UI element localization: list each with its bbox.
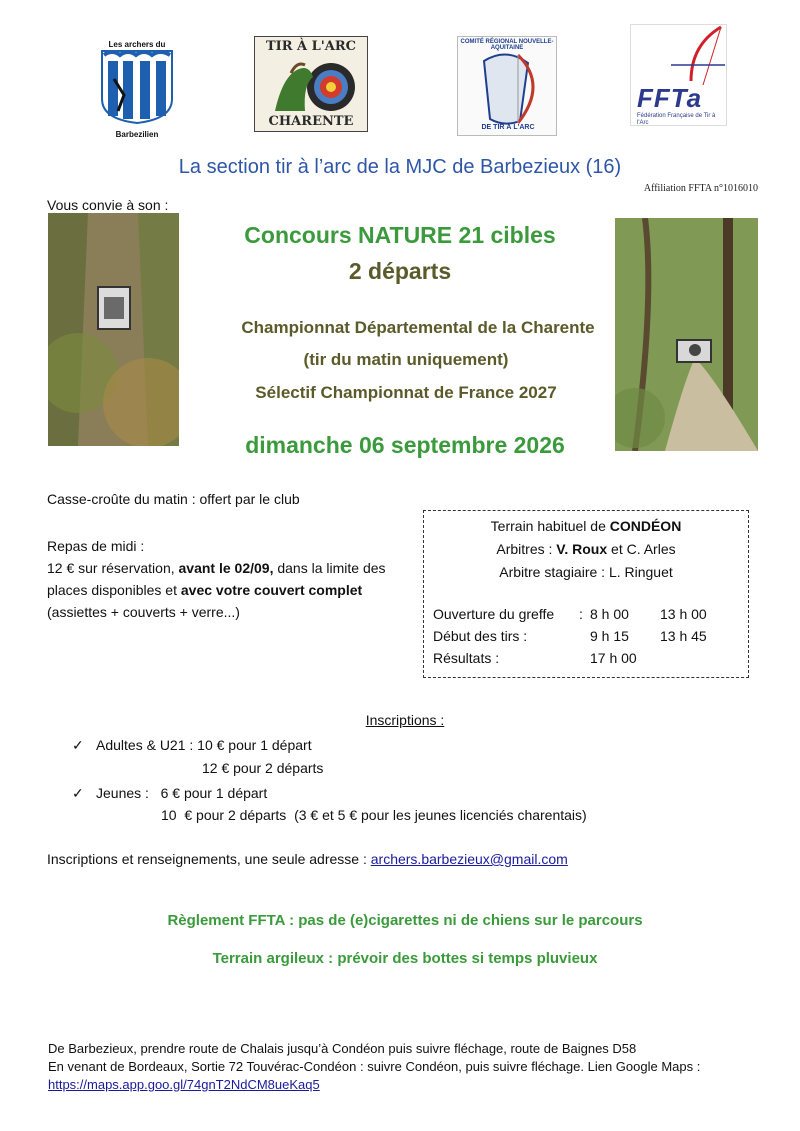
contact-text: Inscriptions et renseignements, une seule adresse :: [47, 851, 371, 867]
referees-prefix: Arbitres :: [496, 541, 557, 557]
contact-line: [47, 851, 568, 867]
check-icon: ✓: [72, 785, 84, 801]
registration-title: Inscriptions :: [365, 712, 445, 728]
google-maps-link[interactable]: https://maps.app.goo.gl/74gnT2NdCM8ueKaq5: [48, 1077, 320, 1092]
schedule-label-registration: Ouverture du greffe: [433, 606, 555, 622]
logo2-subtitle: CHARENTE: [268, 114, 354, 129]
event-title: Concours NATURE 21 cibles: [244, 222, 556, 248]
logo-caption-top: Les archers du: [108, 40, 166, 49]
schedule-label-results: Résultats :: [433, 650, 500, 666]
archers-shield-icon: [98, 49, 176, 125]
adult-price-1: Adultes & U21 : 10 € pour 1 départ: [96, 737, 312, 753]
contact-email-link[interactable]: archers.barbezieux@gmail.com: [370, 851, 568, 867]
schedule-time: 13 h 45: [660, 628, 707, 644]
check-icon: ✓: [72, 737, 84, 753]
comite-subtitle: DE TIR À L'ARC: [481, 124, 535, 131]
event-date: dimanche 06 septembre 2026: [245, 432, 565, 458]
trainee-referee: Arbitre stagiaire : L. Ringuet: [499, 564, 673, 580]
comite-name: COMITÉ RÉGIONAL NOUVELLE-AQUITAINE: [460, 39, 554, 51]
venue-prefix: Terrain habituel de: [490, 518, 610, 534]
lunch-info: [47, 535, 417, 623]
event-selective: Sélectif Championnat de France 2027: [255, 383, 557, 402]
adult-price-2: 12 € pour 2 départs: [202, 760, 324, 776]
invitation-text: Vous convie à son :: [47, 197, 169, 213]
comite-emblem-icon: [458, 37, 556, 135]
ffta-subtitle: Fédération Française de Tir à l'Arc: [637, 113, 716, 126]
comite-regional-logo: [457, 36, 557, 136]
youth-price-2: 10 € pour 2 départs (3 € et 5 € pour les jeunes licenciés charentais): [161, 807, 587, 823]
lunch-cutlery-note: (assiettes + couverts + verre...): [47, 604, 240, 620]
bow-arrow-icon: [631, 25, 728, 85]
event-championship: Championnat Départemental de la Charente: [241, 318, 595, 337]
breakfast-info: Casse-croûte du matin : offert par le club: [47, 491, 300, 507]
event-departures: 2 départs: [348, 258, 452, 284]
lunch-limit: dans la limite des places disponibles et: [47, 560, 386, 598]
event-morning-note: (tir du matin uniquement): [303, 350, 509, 369]
tir-a-l-arc-charente-logo: [254, 36, 368, 132]
logo2-title: TIR À L'ARC: [265, 39, 357, 54]
venue-town: CONDÉON: [609, 518, 682, 534]
schedule-label-start: Début des tirs :: [433, 628, 528, 644]
lunch-details: [47, 557, 417, 601]
lunch-cutlery: avec votre couvert complet: [180, 582, 363, 598]
directions-bordeaux: En venant de Bordeaux, Sortie 72 Touvérac-Condéon : suivre Condéon, puis suivre fléchage. Lien Google Maps :: [48, 1059, 701, 1074]
lunch-title: Repas de midi :: [47, 538, 145, 554]
venue-info-box: [423, 510, 749, 678]
lunch-deadline: avant le 02/09,: [178, 560, 274, 576]
ffta-wordmark: FFTa: [637, 83, 703, 113]
youth-price-1: Jeunes : 6 € pour 1 départ: [96, 785, 268, 801]
page-title: La section tir à l’arc de la MJC de Barbezieux (16): [178, 156, 622, 178]
directions-barbezieux: De Barbezieux, prendre route de Chalais jusqu’à Condéon puis suivre fléchage, route de Baignes D58: [48, 1041, 637, 1056]
referee-second: et C. Arles: [607, 541, 676, 557]
schedule-time: 13 h 00: [660, 606, 707, 622]
referees: [424, 541, 748, 557]
ffta-logo: [630, 24, 727, 126]
schedule-time: 17 h 00: [590, 650, 637, 666]
schedule-sep: :: [579, 606, 583, 622]
referee-main: V. Roux: [556, 541, 608, 557]
rules-terrain: Terrain argileux : prévoir des bottes si temps pluvieux: [212, 950, 598, 967]
schedule-time: 9 h 15: [590, 628, 629, 644]
target-deer-icon: [269, 55, 355, 115]
affiliation-number: Affiliation FFTA n°1016010: [643, 183, 758, 194]
logo-caption-bottom: Barbezilien: [115, 130, 159, 139]
schedule-time: 8 h 00: [590, 606, 629, 622]
archers-barbezilien-logo: [98, 40, 176, 145]
rules-ffta: Règlement FFTA : pas de (e)cigarettes ni de chiens sur le parcours: [167, 912, 643, 929]
lunch-price: 12 € sur réservation,: [47, 560, 179, 576]
venue-name: [424, 518, 748, 534]
